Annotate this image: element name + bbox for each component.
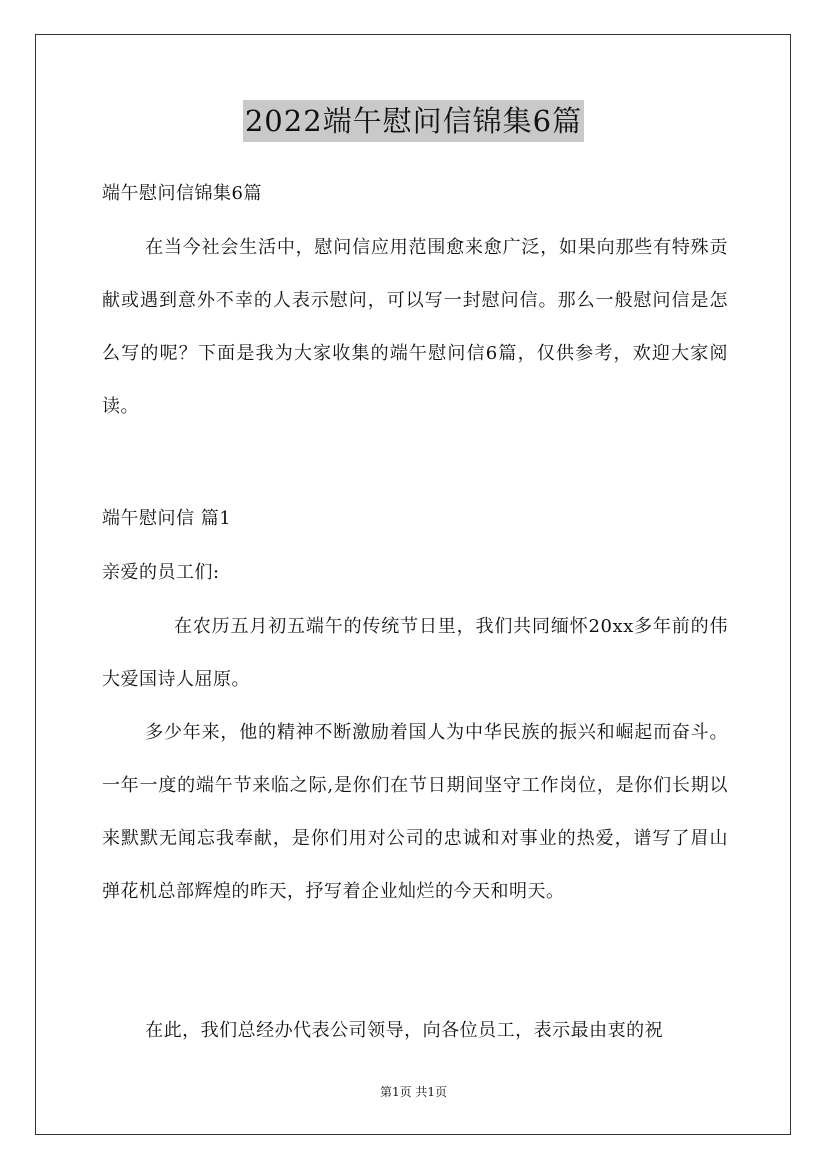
body-paragraph-1: 在农历五月初五端午的传统节日里，我们共同缅怀20xx多年前的伟大爱国诗人屈原。 — [102, 616, 728, 690]
document-subtitle: 端午慰问信锦集6篇 — [102, 183, 262, 204]
title-container — [0, 100, 827, 142]
body-paragraph-2: 多少年来，他的精神不断激励着国人为中华民族的振兴和崛起而奋斗。一年一度的端午节来临之际,是你们在节日期间坚守工作岗位，是你们长期以来默默无闻忘我奉献，是你们用对公司的忠诚和对事业的热爱，谱写了眉山弹花机总部辉煌的昨天，抒写着企业灿烂的今天和明天。 — [102, 722, 728, 902]
document-title: 2022端午慰问信锦集6篇 — [243, 100, 584, 142]
body-paragraph-3: 在此，我们总经办代表公司领导，向各位员工，表示最由衷的祝 — [145, 1020, 664, 1041]
page-number-footer: 第1页 共1页 — [379, 1085, 448, 1099]
intro-paragraph: 在当今社会生活中，慰问信应用范围愈来愈广泛，如果向那些有特殊贡献或遇到意外不幸的人表示慰问，可以写一封慰问信。那么一般慰问信是怎么写的呢？下面是我为大家收集的端午慰问信6篇，仅供参考，欢迎大家阅读。 — [102, 237, 728, 417]
salutation: 亲爱的员工们: — [102, 562, 220, 583]
section-heading: 端午慰问信 篇1 — [102, 508, 232, 529]
